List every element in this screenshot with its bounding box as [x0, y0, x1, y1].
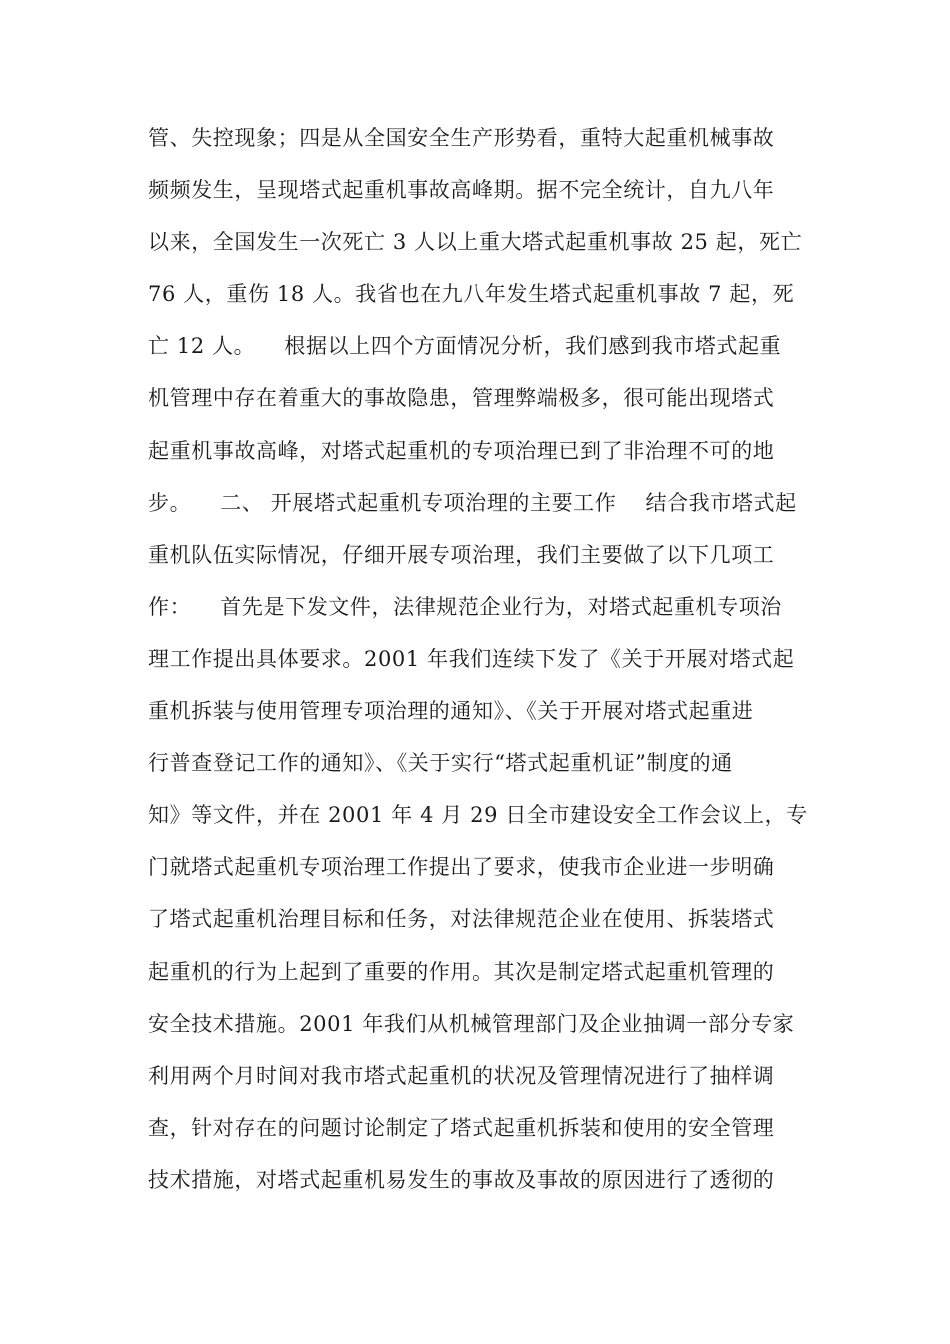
text-line: 起重机的行为上起到了重要的作用。其次是制定塔式起重机管理的 [148, 959, 775, 984]
text-line: 起重机事故高峰，对塔式起重机的专项治理已到了非治理不可的地 [148, 438, 775, 463]
text-line: 重机拆装与使用管理专项治理的通知》、《关于开展对塔式起重进 [148, 699, 754, 724]
text-line: 知》等文件，并在 2001 年 4 月 29 日全市建设安全工作会议上，专 [148, 803, 808, 828]
text-line: 频频发生，呈现塔式起重机事故高峰期。据不完全统计，自九八年 [148, 178, 775, 203]
text-line: 查，针对存在的问题讨论制定了塔式起重机拆装和使用的安全管理 [148, 1115, 775, 1140]
text-line: 了塔式起重机治理目标和任务，对法律规范企业在使用、拆装塔式 [148, 907, 775, 932]
text-line: 步。 二、 开展塔式起重机专项治理的主要工作 结合我市塔式起 [148, 490, 797, 515]
text-line: 理工作提出具体要求。2001 年我们连续下发了《关于开展对塔式起 [148, 646, 795, 671]
text-line: 门就塔式起重机专项治理工作提出了要求，使我市企业进一步明确 [148, 855, 775, 880]
text-line: 重机队伍实际情况，仔细开展专项治理，我们主要做了以下几项工 [148, 542, 775, 567]
text-line: 行普查登记工作的通知》、《关于实行“塔式起重机证”制度的通 [148, 751, 733, 776]
text-line: 安全技术措施。2001 年我们从机械管理部门及企业抽调一部分专家 [148, 1011, 795, 1036]
text-line: 技术措施，对塔式起重机易发生的事故及事故的原因进行了透彻的 [148, 1167, 775, 1192]
body-text [148, 112, 818, 1206]
text-line: 机管理中存在着重大的事故隐患，管理弊端极多，很可能出现塔式 [148, 386, 775, 411]
text-line: 以来，全国发生一次死亡 3 人以上重大塔式起重机事故 25 起，死亡 [148, 230, 803, 255]
text-line: 76 人，重伤 18 人。我省也在九八年发生塔式起重机事故 7 起，死 [148, 282, 795, 307]
text-line: 利用两个月时间对我市塔式起重机的状况及管理情况进行了抽样调 [148, 1063, 775, 1088]
text-line: 管、失控现象；四是从全国安全生产形势看，重特大起重机械事故 [148, 126, 775, 150]
text-line: 作： 首先是下发文件，法律规范企业行为，对塔式起重机专项治 [148, 594, 782, 619]
text-line: 亡 12 人。 根据以上四个方面情况分析，我们感到我市塔式起重 [148, 334, 782, 359]
